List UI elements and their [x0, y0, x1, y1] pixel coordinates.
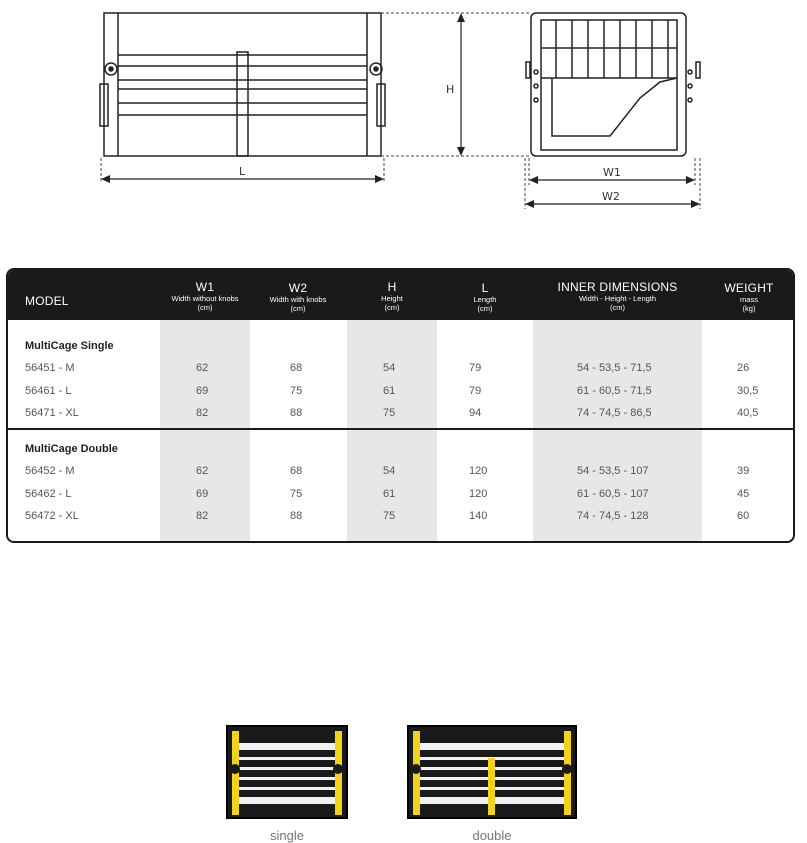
model-cell: 56472 - XL — [25, 510, 79, 522]
h-cell: 54 — [383, 362, 396, 374]
model-cell: 56452 - M — [25, 465, 75, 477]
group-title-double: MultiCage Double — [25, 443, 118, 455]
double-caption: double — [472, 828, 512, 843]
h-cell: 54 — [383, 465, 396, 477]
header-inner-dimensions: INNER DIMENSIONS Width - Height - Length (cm) — [533, 268, 702, 320]
header-h: H Height (cm) — [347, 268, 437, 320]
l-cell: 79 — [469, 385, 482, 397]
spec-table — [6, 268, 795, 543]
weight-cell: 39 — [737, 465, 750, 477]
w1-cell: 62 — [196, 362, 209, 374]
l-cell: 79 — [469, 362, 482, 374]
inner-cell: 54 - 53,5 - 107 — [577, 465, 649, 477]
l-cell: 140 — [469, 510, 488, 522]
weight-cell: 30,5 — [737, 385, 759, 397]
w2-cell: 75 — [290, 385, 303, 397]
w1-cell: 62 — [196, 465, 209, 477]
w2-cell: 68 — [290, 362, 303, 374]
cage-front-view — [526, 13, 700, 156]
inner-cell: 74 - 74,5 - 128 — [577, 510, 649, 522]
single-cage-icon — [226, 725, 348, 820]
weight-cell: 26 — [737, 362, 750, 374]
h-cell: 61 — [383, 488, 396, 500]
inner-cell: 61 - 60,5 - 107 — [577, 488, 649, 500]
cage-side-view — [100, 13, 385, 156]
model-cell: 56461 - L — [25, 385, 72, 397]
l-cell: 120 — [469, 465, 488, 477]
weight-cell: 45 — [737, 488, 750, 500]
dim-label-w2: W2 — [602, 190, 620, 203]
inner-cell: 74 - 74,5 - 86,5 — [577, 407, 652, 419]
model-cell: 56471 - XL — [25, 407, 79, 419]
dim-label-w1: W1 — [603, 166, 621, 179]
double-cage-icon — [407, 725, 577, 820]
weight-cell: 40,5 — [737, 407, 759, 419]
w2-cell: 88 — [290, 510, 303, 522]
header-w1: W1 Width without knobs (cm) — [160, 268, 250, 320]
model-cell: 56451 - M — [25, 362, 75, 374]
w2-cell: 75 — [290, 488, 303, 500]
w2-cell: 68 — [290, 465, 303, 477]
header-weight: WEIGHT mass (kg) — [724, 281, 774, 313]
single-caption: single — [270, 828, 304, 843]
inner-cell: 61 - 60,5 - 71,5 — [577, 385, 652, 397]
inner-cell: 54 - 53,5 - 71,5 — [577, 362, 652, 374]
w1-cell: 69 — [196, 488, 209, 500]
header-l: L Length (cm) — [473, 281, 497, 313]
model-cell: 56462 - L — [25, 488, 72, 500]
w2-cell: 88 — [290, 407, 303, 419]
dim-label-l: L — [239, 165, 246, 178]
header-w2: W2 Width with knobs (cm) — [269, 281, 327, 313]
h-cell: 75 — [383, 510, 396, 522]
w1-cell: 82 — [196, 510, 209, 522]
w1-cell: 69 — [196, 385, 209, 397]
h-cell: 61 — [383, 385, 396, 397]
cage-dimension-diagram — [0, 0, 807, 230]
w1-cell: 82 — [196, 407, 209, 419]
l-cell: 120 — [469, 488, 488, 500]
l-cell: 94 — [469, 407, 482, 419]
group-title-single: MultiCage Single — [25, 340, 114, 352]
group-divider — [8, 428, 793, 430]
weight-cell: 60 — [737, 510, 750, 522]
dim-label-h: H — [446, 83, 455, 96]
header-model: MODEL — [25, 294, 69, 308]
h-cell: 75 — [383, 407, 396, 419]
